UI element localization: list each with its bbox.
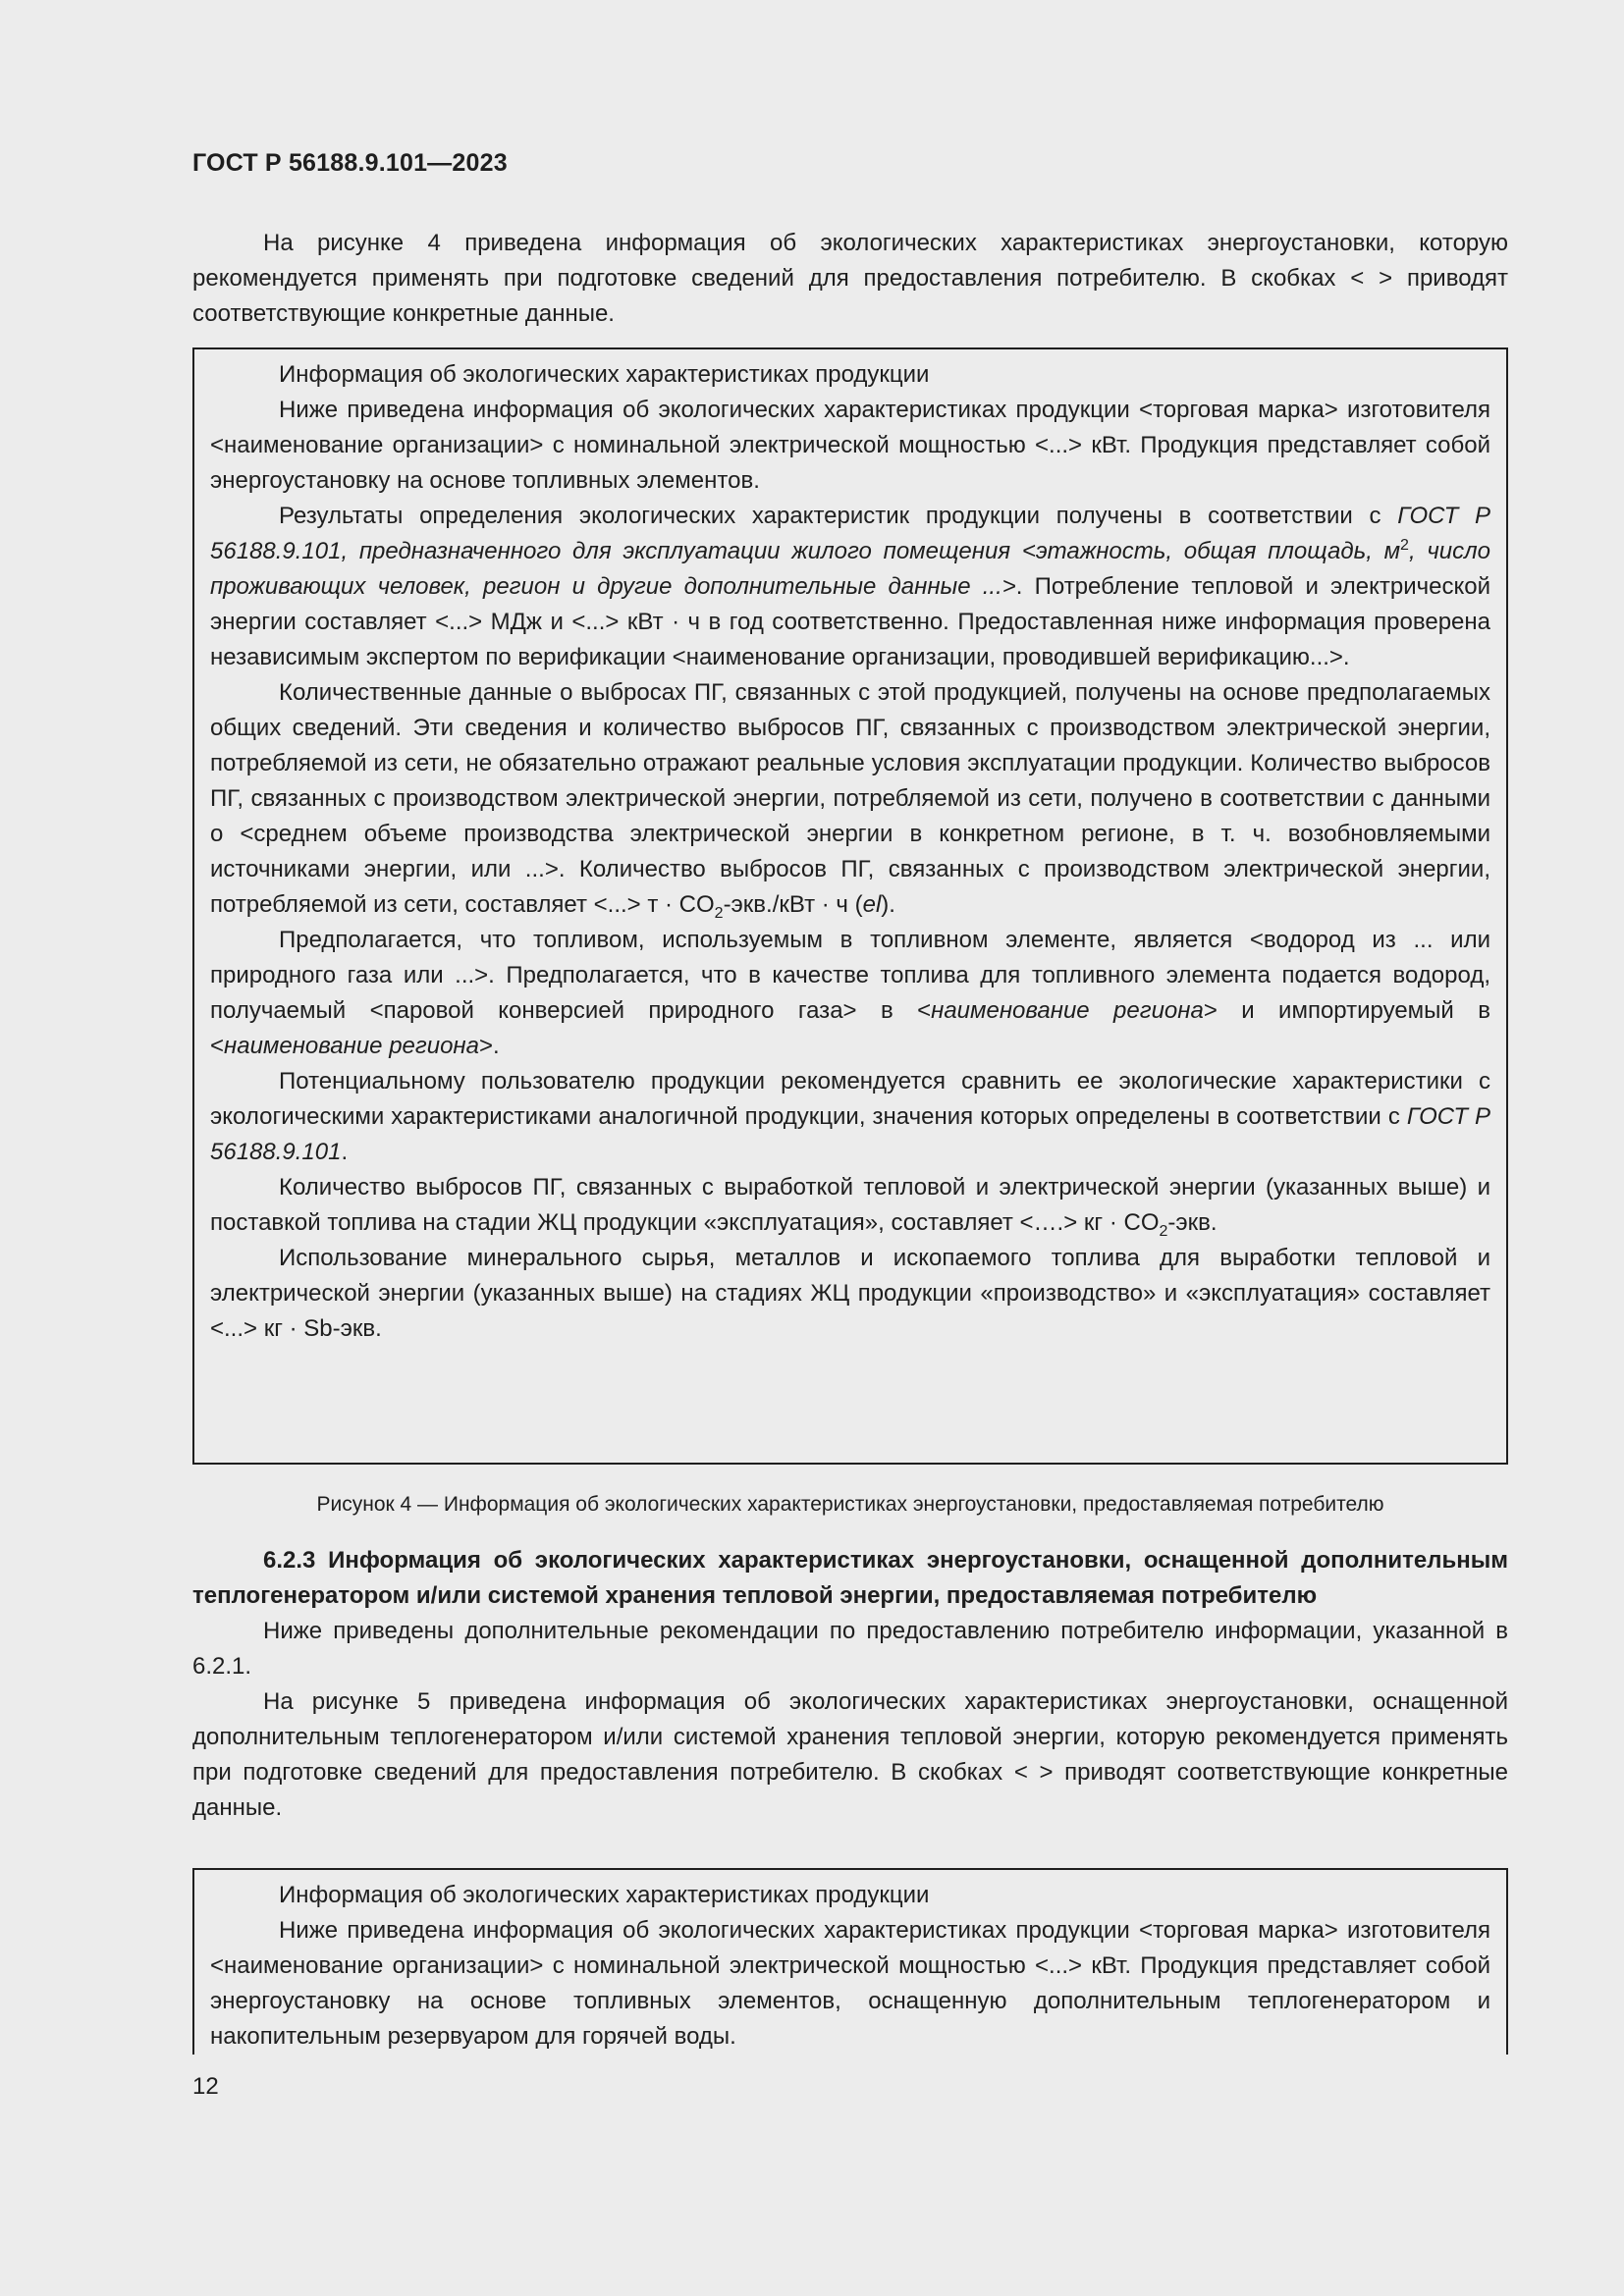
p3-subscript: 2 <box>714 904 724 922</box>
section-6-2-3 <box>192 1543 1508 1826</box>
figure-4-paragraph-5 <box>210 1064 1490 1170</box>
figure-4-title: Информация об экологических характеристиках продукции <box>279 361 930 388</box>
p5-italic: ГОСТ Р 56188.9.101 <box>210 1103 1491 1165</box>
p2-italic-2: , число проживающих человек, регион и другие дополнительные данные ...> <box>210 538 1490 600</box>
section-heading: 6.2.3 Информация об экологических характеристиках энергоустановки, оснащенной дополнительным теплогенератором и/или системой хранения тепловой энергии, предоставляемая потребителю <box>192 1547 1508 1609</box>
p2-end: . Потребление тепловой и электрической энергии составляет <...> МДж и <...> кВт · ч в год соответственно. Предоставленная ниже информация проверена независимым экспертом по верификации <наименование организации, проводившей верификацию...>. <box>210 573 1490 670</box>
figure-4-caption: Рисунок 4 — Информация об экологических характеристиках энергоустановки, предоставляемая потребителю <box>316 1493 1384 1516</box>
figure-5-title: Информация об экологических характеристиках продукции <box>279 1882 930 1908</box>
figure-4-paragraph-3 <box>210 675 1490 923</box>
document-code-header: ГОСТ Р 56188.9.101—2023 <box>192 149 508 177</box>
figure-4-paragraph-4 <box>210 923 1490 1064</box>
figure-4-paragraph-1: Ниже приведена информация об экологических характеристиках продукции <торговая марка> изготовителя <наименование организации> с номинальной электрической мощностью <...> кВт. Продукция представляет собой энергоустановку на основе топливных элементов. <box>210 397 1490 494</box>
p3-start: Количественные данные о выбросах ПГ, связанных с этой продукцией, получены на основе предполагаемых общих сведений. Эти сведения и количество выбросов ПГ, связанных с производством электрической энергии, потребляемой из сети, не обязательно отражают реальные условия эксплуатации продукции. Количество выбросов ПГ, связанных с производством электрической энергии, потребляемой из сети, получено в соответствии с данными о <среднем объеме производства электрической энергии в конкретном регионе, в т. ч. возобновляемыми источниками энергии, или ...>. Количество выбросов ПГ, связанных с производством электрической энергии, потребляемой из сети, составляет <...> т · CO <box>210 679 1490 918</box>
p6-subscript: 2 <box>1159 1222 1168 1240</box>
p4-end: >. <box>478 1033 500 1059</box>
figure-4-paragraph-6 <box>210 1170 1490 1241</box>
figure-4-paragraph-2 <box>210 499 1490 675</box>
p5-start: Потенциальному пользователю продукции рекомендуется сравнить ее экологические характеристики с экологическими характеристиками аналогичной продукции, значения которых определены в соответствии с <box>210 1068 1490 1130</box>
p3-mid: -экв./кВт · ч ( <box>723 891 863 918</box>
p5-end: . <box>341 1139 349 1165</box>
section-paragraph-1: Ниже приведены дополнительные рекомендации по предоставлению потребителю информации, указанной в 6.2.1. <box>192 1618 1508 1680</box>
figure-5-paragraph-1: Ниже приведена информация об экологических характеристиках продукции <торговая марка> изготовителя <наименование организации> с номинальной электрической мощностью <...> кВт. Продукция представляет собой энергоустановку на основе топливных элементов, оснащенную дополнительным теплогенератором и накопительным резервуаром для горячей воды. <box>210 1917 1490 2050</box>
p6-end: -экв. <box>1167 1209 1218 1236</box>
p4-italic-2: наименование региона <box>224 1033 479 1059</box>
intro-paragraph <box>192 226 1508 332</box>
intro-text: На рисунке 4 приведена информация об экологических характеристиках энергоустановки, которую рекомендуется применять при подготовке сведений для предоставления потребителю. В скобках < > приводят соответствующие конкретные данные. <box>192 230 1508 327</box>
section-paragraph-2: На рисунке 5 приведена информация об экологических характеристиках энергоустановки, оснащенной дополнительным теплогенератором и/или системой хранения тепловой энергии, которую рекомендуется применять при подготовке сведений для предоставления потребителю. В скобках < > приводят соответствующие конкретные данные. <box>192 1688 1508 1821</box>
p4-mid: > и импортируемый в < <box>210 997 1490 1059</box>
p2-italic: ГОСТ Р 56188.9.101, предназначенного для эксплуатации жилого помещения <этажность, общая площадь, м <box>210 503 1491 564</box>
p2-superscript: 2 <box>1400 537 1409 554</box>
figure-4-paragraph-7: Использование минерального сырья, металлов и ископаемого топлива для выработки тепловой и электрической энергии (указанных выше) на стадиях ЖЦ продукции «производство» и «эксплуатация» составляет <...> кг · Sb-экв. <box>210 1245 1490 1342</box>
p2-start: Результаты определения экологических характеристик продукции получены в соответствии с <box>279 503 1398 529</box>
p4-italic-1: наименование региона <box>931 997 1204 1024</box>
p3-end: ). <box>881 891 895 918</box>
p4-start: Предполагается, что топливом, используемым в топливном элементе, является <водород из ... или природного газа или ...>. Предполагается, что в качестве топлива для топливного элемента подается водород, получаемый <паровой конверсией природного газа> в < <box>210 927 1490 1024</box>
p3-italic: el <box>862 891 882 918</box>
page-number: 12 <box>192 2073 219 2100</box>
p6-start: Количество выбросов ПГ, связанных с выработкой тепловой и электрической энергии (указанных выше) и поставкой топлива на стадии ЖЦ продукции «эксплуатация», составляет <….> кг · CO <box>210 1174 1490 1236</box>
figure-4-box <box>192 347 1508 1465</box>
figure-5-box <box>192 1868 1508 2055</box>
